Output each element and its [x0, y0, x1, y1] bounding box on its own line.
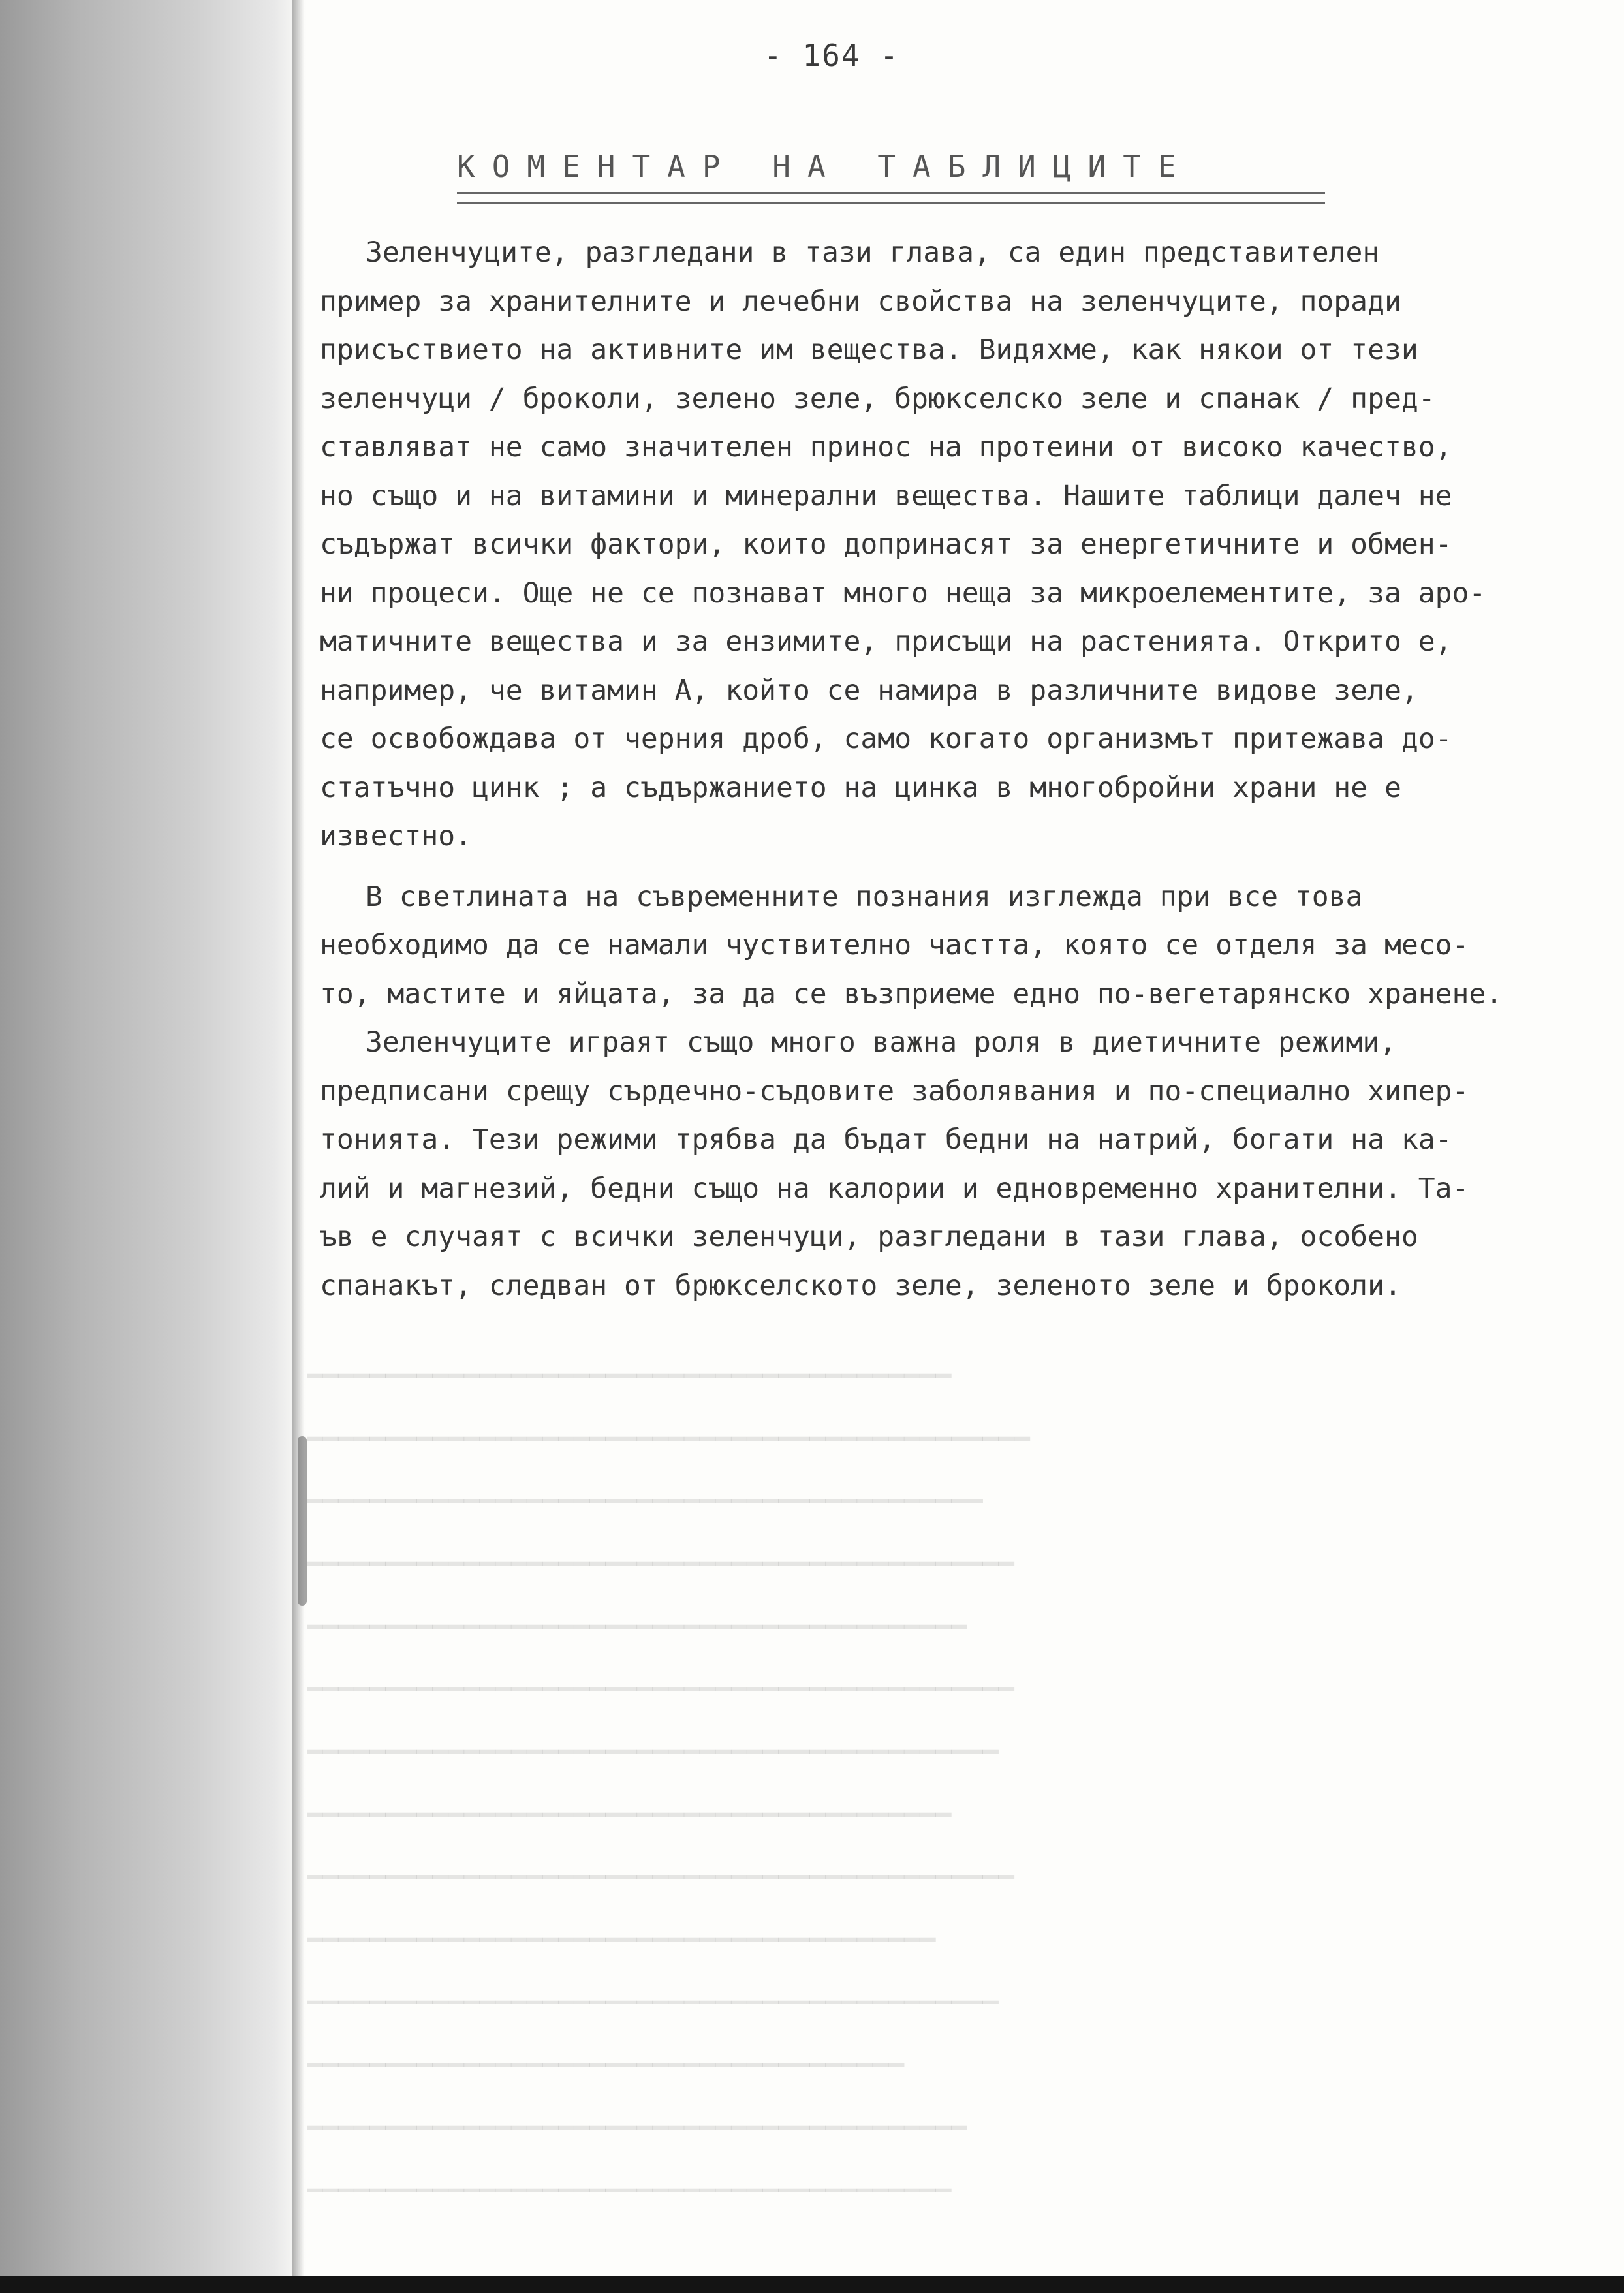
- section-title: КОМЕНТАР НА ТАБЛИЦИТЕ: [457, 149, 1193, 184]
- text-line: В светлината на съвременните познания изглежда при все това: [366, 880, 1363, 913]
- text-line: ъв е случаят с всички зеленчуци, разгледани в тази глава, особено: [320, 1221, 1418, 1253]
- text-line: тонията. Тези режими трябва да бъдат бедни на натрий, богати на ка-: [320, 1123, 1452, 1156]
- text-line: статъчно цинк ; а съдържанието на цинка в многобройни храни не е: [320, 771, 1401, 804]
- text-line: предписани срещу сърдечно-съдовите заболявания и по-специално хипер-: [320, 1074, 1469, 1108]
- text-line: например, че витамин А, който се намира в различните видове зеле,: [320, 674, 1418, 707]
- text-line: то, мастите и яйцата, за да се възприеме едно по-вегетарянско хранене.: [320, 977, 1503, 1010]
- text-line: присъствието на активните им вещества. Видяхме, как някои от тези: [320, 334, 1418, 366]
- text-line: ставляват не само значителен принос на протеини от високо качество,: [320, 431, 1452, 463]
- text-line: спанакът, следван от брюкселското зеле, зеленото зеле и броколи.: [320, 1269, 1401, 1302]
- reverse-side-bleed-through: ▁▁▁▁▁▁▁▁▁▁▁▁▁▁▁▁▁▁▁▁▁▁▁▁▁▁▁▁▁▁▁▁▁▁▁▁▁▁▁▁▁ ▁▁▁▁▁▁▁▁▁▁▁▁▁▁▁▁▁▁▁▁▁▁▁▁▁▁▁▁▁▁▁▁▁▁▁▁▁▁▁▁▁▁▁▁▁▁ ▁▁▁▁▁▁▁▁▁▁▁▁▁▁▁▁▁▁▁▁▁▁▁▁▁▁▁▁▁▁▁▁▁▁▁▁▁▁▁▁▁▁▁ ▁▁▁▁▁▁▁▁▁▁▁▁▁▁▁▁▁▁▁▁▁▁▁▁▁▁▁▁▁▁▁▁▁▁▁▁▁▁▁▁▁▁▁▁▁ ▁▁▁▁▁▁▁▁▁▁▁▁▁▁▁▁▁▁▁▁▁▁▁▁▁▁▁▁▁▁▁▁▁▁▁▁▁▁▁▁▁▁ ▁▁▁▁▁▁▁▁▁▁▁▁▁▁▁▁▁▁▁▁▁▁▁▁▁▁▁▁▁▁▁▁▁▁▁▁▁▁▁▁▁▁▁▁▁ ▁▁▁▁▁▁▁▁▁▁▁▁▁▁▁▁▁▁▁▁▁▁▁▁▁▁▁▁▁▁▁▁▁▁▁▁▁▁▁▁▁▁▁▁ ▁▁▁▁▁▁▁▁▁▁▁▁▁▁▁▁▁▁▁▁▁▁▁▁▁▁▁▁▁▁▁▁▁▁▁▁▁▁▁▁▁ ▁▁▁▁▁▁▁▁▁▁▁▁▁▁▁▁▁▁▁▁▁▁▁▁▁▁▁▁▁▁▁▁▁▁▁▁▁▁▁▁▁▁▁▁▁ ▁▁▁▁▁▁▁▁▁▁▁▁▁▁▁▁▁▁▁▁▁▁▁▁▁▁▁▁▁▁▁▁▁▁▁▁▁▁▁▁ ▁▁▁▁▁▁▁▁▁▁▁▁▁▁▁▁▁▁▁▁▁▁▁▁▁▁▁▁▁▁▁▁▁▁▁▁▁▁▁▁▁▁▁▁ ▁▁▁▁▁▁▁▁▁▁▁▁▁▁▁▁▁▁▁▁▁▁▁▁▁▁▁▁▁▁▁▁▁▁▁▁▁▁ ▁▁▁▁▁▁▁▁▁▁▁▁▁▁▁▁▁▁▁▁▁▁▁▁▁▁▁▁▁▁▁▁▁▁▁▁▁▁▁▁▁▁ ▁▁▁▁▁▁▁▁▁▁▁▁▁▁▁▁▁▁▁▁▁▁▁▁▁▁▁▁▁▁▁▁▁▁▁▁▁▁▁▁▁: [307, 1348, 1030, 2192]
- binding-shadow: [0, 0, 307, 2293]
- text-line: се освобождава от черния дроб, само когато организмът притежава до-: [320, 723, 1452, 755]
- title-double-underline: [457, 192, 1325, 204]
- paragraph: [320, 1018, 1599, 1310]
- text-line: известно.: [320, 820, 472, 852]
- paragraph: [320, 873, 1599, 1019]
- text-line: Зеленчуците, разгледани в тази глава, са един представителен: [366, 236, 1380, 269]
- text-line: пример за хранителните и лечебни свойства на зеленчуците, поради: [320, 285, 1401, 318]
- text-line: лий и магнезий, бедни също на калории и едновременно хранителни. Та-: [320, 1172, 1469, 1205]
- scan-bottom-edge: [0, 2276, 1624, 2293]
- binding-mark: [298, 1436, 307, 1606]
- text-line: необходимо да се намали чуствително частта, която се отделя за месо-: [320, 929, 1469, 961]
- paragraph: [320, 228, 1599, 861]
- text-line: Зеленчуците играят също много важна роля в диетичните режими,: [366, 1026, 1397, 1059]
- page-number: - 164 -: [764, 38, 899, 73]
- text-line: съдържат всички фактори, които допринасят за енергетичните и обмен-: [320, 528, 1452, 561]
- binding-edge: [292, 0, 304, 2293]
- body-text: [320, 228, 1599, 1310]
- text-line: зеленчуци / броколи, зелено зеле, брюкселско зеле и спанак / пред-: [320, 382, 1435, 415]
- text-line: матичните вещества и за ензимите, присъщи на растенията. Открито е,: [320, 625, 1452, 658]
- text-line: ни процеси. Още не се познават много неща за микроелементите, за аро-: [320, 576, 1486, 610]
- text-line: но също и на витамини и минерални вещества. Нашите таблици далеч не: [320, 479, 1452, 512]
